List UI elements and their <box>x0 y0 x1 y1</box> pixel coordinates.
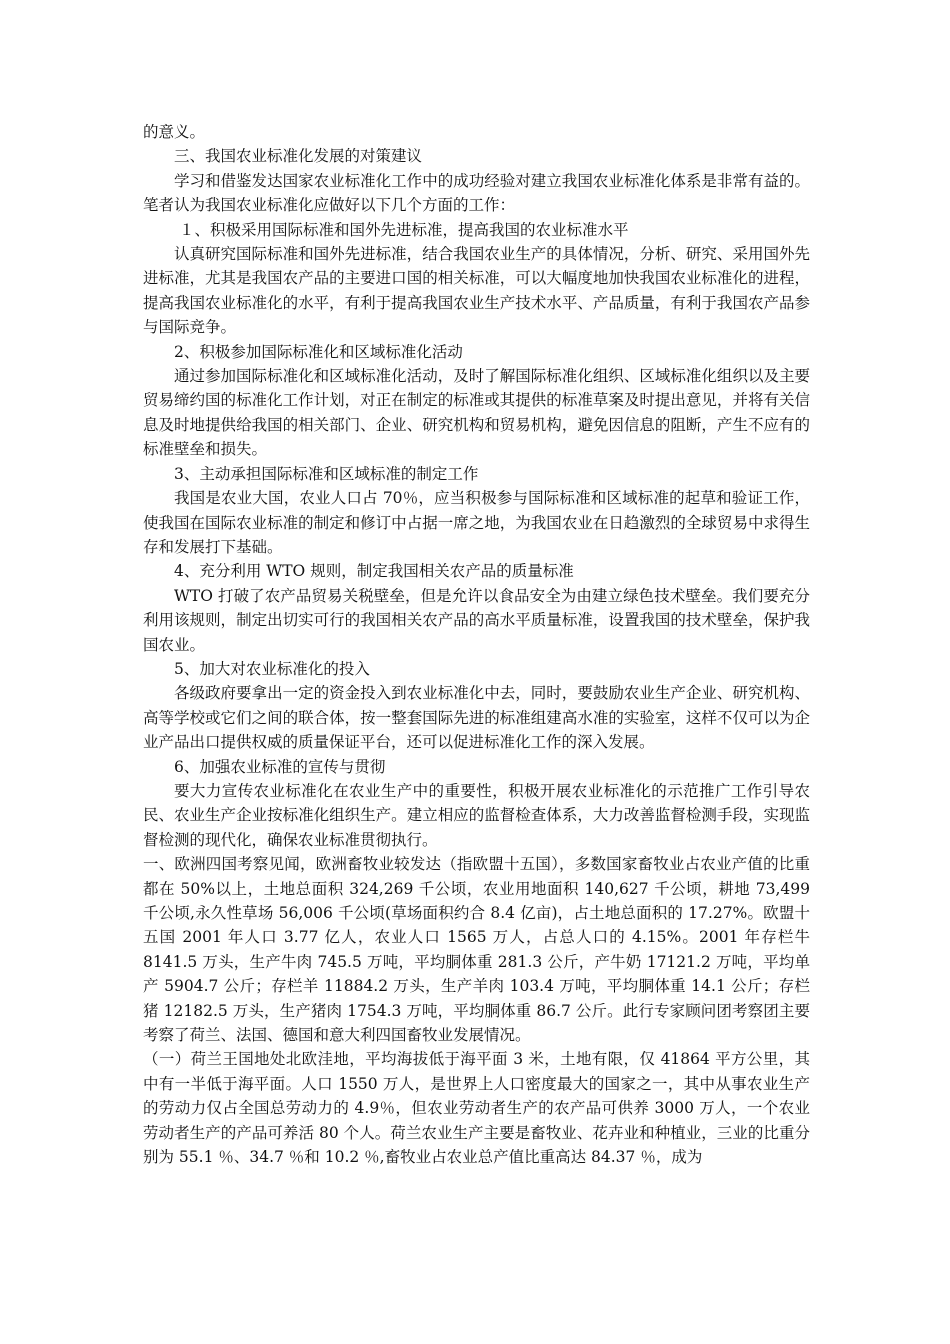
paragraph: 一、欧洲四国考察见闻，欧洲畜牧业较发达（指欧盟十五国），多数国家畜牧业占农业产值的比重都在 50%以上，土地总面积 324,269 千公顷，农业用地面积 140,627 千公顷，耕地 73,499 千公顷,永久性草场 56,006 千公顷(草场面积约合 8.4 亿亩)，占土地总面积的 17.27%。欧盟十五国 2001 年人口 3.77 亿人，农业人口 1565 万人，占总人口的 4.15%。2001 年存栏牛 8141.5 万头，生产牛肉 745.5 万吨，平均胴体重 281.3 公斤，产牛奶 17121.2 万吨，平均单产 5904.7 公斤；存栏羊 11884.2 万头，生产羊肉 103.4 万吨，平均胴体重 14.1 公斤；存栏猪 12182.5 万头，生产猪肉 1754.3 万吨，平均胴体重 86.7 公斤。此行专家顾问团考察团主要考察了荷兰、法国、德国和意大利四国畜牧业发展情况。 <box>143 855 810 1045</box>
subheading: 4、充分利用 WTO 规则，制定我国相关农产品的质量标准 <box>174 562 574 581</box>
subheading: １、积极采用国际标准和国外先进标准，提高我国的农业标准水平 <box>179 220 629 239</box>
subheading: 5、加大对农业标准化的投入 <box>174 659 370 678</box>
paragraph: 要大力宣传农业标准化在农业生产中的重要性，积极开展农业标准化的示范推广工作引导农民、农业生产企业按标准化组织生产。建立相应的监督检查体系，大力改善监督检测手段，实现监督检测的现代化，确保农业标准贯彻执行。 <box>143 781 810 849</box>
paragraph-continuation: 的意义。 <box>143 123 206 141</box>
subheading: 3、主动承担国际标准和区域标准的制定工作 <box>174 464 479 483</box>
paragraph: （一）荷兰王国地处北欧洼地，平均海拔低于海平面 3 米，土地有限，仅 41864 平方公里，其中有一半低于海平面。人口 1550 万人，是世界上人口密度最大的国家之一，其中从事农业生产的劳动力仅占全国总劳动力的 4.9％，但农业劳动者生产的农产品可供养 3000 万人，一个农业劳动者生产的产品可养活 80 个人。荷兰农业生产主要是畜牧业、花卉业和种植业，三业的比重分别为 55.1 ％、34.7 ％和 10.2 ％,畜牧业占农业总产值比重高达 84.37 ％，成为 <box>143 1050 810 1167</box>
paragraph: 通过参加国际标准化和区域标准化活动，及时了解国际标准化组织、区域标准化组织以及主要贸易缔约国的标准化工作计划，对正在制定的标准或其提供的标准草案及时提出意见，并将有关信息及时地提供给我国的相关部门、企业、研究机构和贸易机构，避免因信息的阻断，产生不应有的标准壁垒和损失。 <box>143 367 810 459</box>
paragraph: 我国是农业大国，农业人口占 70％，应当积极参与国际标准和区域标准的起草和验证工作，使我国在国际农业标准的制定和修订中占据一席之地，为我国农业在日趋激烈的全球贸易中求得生存和发展打下基础。 <box>143 489 810 556</box>
paragraph: 学习和借鉴发达国家农业标准化工作中的成功经验对建立我国农业标准化体系是非常有益的。笔者认为我国农业标准化应做好以下几个方面的工作： <box>143 171 810 215</box>
subheading: 2、积极参加国际标准化和区域标准化活动 <box>174 342 463 361</box>
paragraph: 各级政府要拿出一定的资金投入到农业标准化中去，同时，要鼓励农业生产企业、研究机构、高等学校或它们之间的联合体，按一整套国际先进的标准组建高水准的实验室，这样不仅可以为企业产品出口提供权威的质量保证平台，还可以促进标准化工作的深入发展。 <box>143 684 810 752</box>
paragraph: 认真研究国际标准和国外先进标准，结合我国农业生产的具体情况，分析、研究、采用国外先进标准，尤其是我国农产品的主要进口国的相关标准，可以大幅度地加快我国农业标准化的进程，提高我国农业标准化的水平，有利于提高我国农业生产技术水平、产品质量，有利于我国农产品参与国际竞争。 <box>143 245 810 337</box>
subheading: 6、加强农业标准的宣传与贯彻 <box>174 757 386 776</box>
paragraph: WTO 打破了农产品贸易关税壁垒，但是允许以食品安全为由建立绿色技术壁垒。我们要充分利用该规则，制定出切实可行的我国相关农产品的高水平质量标准，设置我国的技术壁垒，保护我国农业。 <box>143 586 810 654</box>
document-body <box>143 120 810 1169</box>
section-heading: 三、我国农业标准化发展的对策建议 <box>174 147 423 166</box>
